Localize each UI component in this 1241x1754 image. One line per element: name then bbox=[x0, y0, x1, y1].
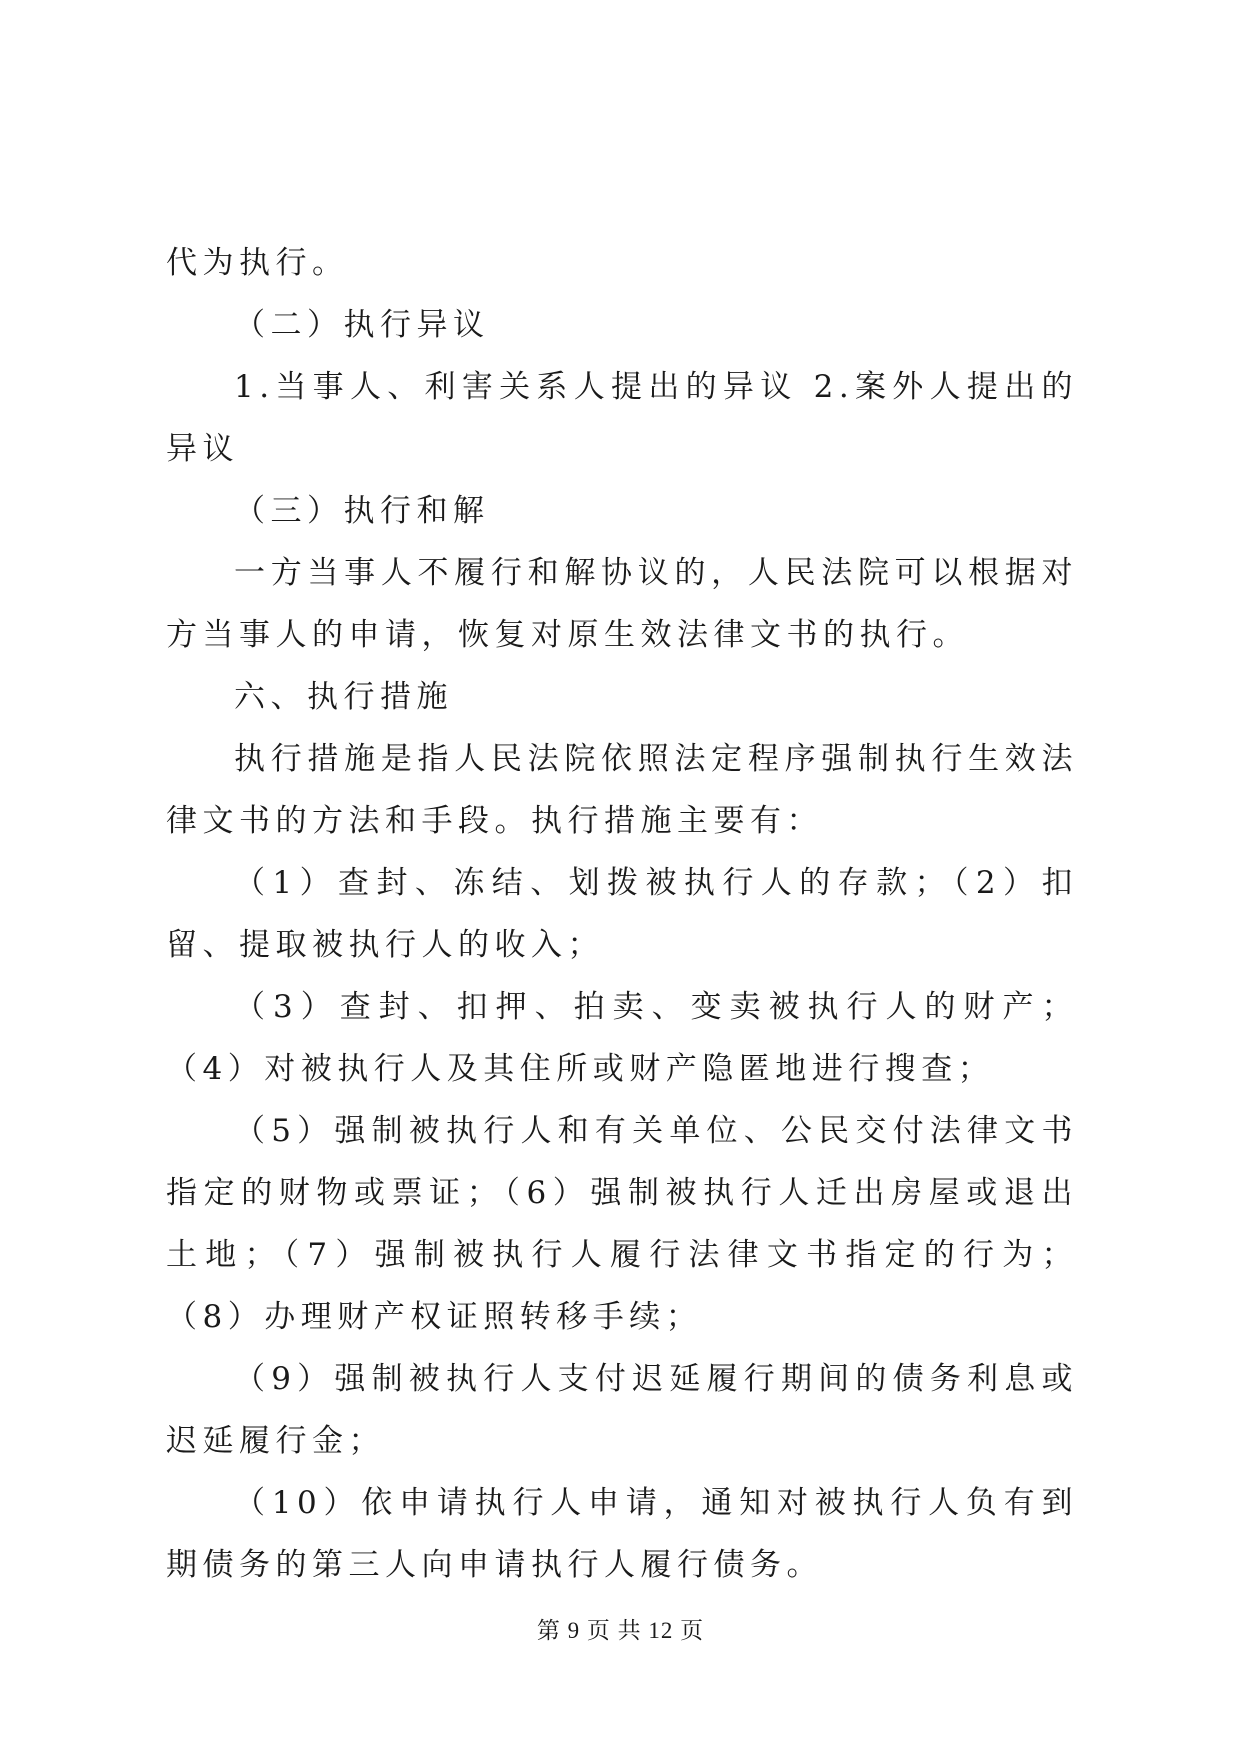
section-heading: （三）执行和解 bbox=[234, 493, 490, 529]
list-item: （5）强制被执行人和有关单位、公民交付法律文书指定的财物或票证；（6）强制被执行人迁出房屋或退出土地；（7）强制被执行人履行法律文书指定的行为；（8）办理财产权证照转移手续； bbox=[166, 1113, 1078, 1335]
list-item: （1）查封、冻结、划拨被执行人的存款；（2）扣留、提取被执行人的收入； bbox=[166, 865, 1078, 963]
list-item: （9）强制被执行人支付迟延履行期间的债务利息或迟延履行金； bbox=[166, 1361, 1078, 1459]
paragraph: 一方当事人不履行和解协议的，人民法院可以根据对方当事人的申请，恢复对原生效法律文书的执行。 bbox=[166, 555, 1078, 653]
section-heading: 六、执行措施 bbox=[234, 679, 453, 715]
paragraph: 执行措施是指人民法院依照法定程序强制执行生效法律文书的方法和手段。执行措施主要有： bbox=[166, 741, 1078, 839]
list-item: （10）依申请执行人申请，通知对被执行人负有到期债务的第三人向申请执行人履行债务。 bbox=[166, 1485, 1078, 1583]
paragraph: 代为执行。 bbox=[166, 245, 349, 281]
paragraph: 1.当事人、利害关系人提出的异议 2.案外人提出的异议 bbox=[166, 369, 1078, 467]
list-item: （3）查封、扣押、拍卖、变卖被执行人的财产；（4）对被执行人及其住所或财产隐匿地进行搜查； bbox=[166, 989, 1078, 1087]
document-body bbox=[166, 232, 1078, 1596]
section-heading: （二）执行异议 bbox=[234, 307, 490, 343]
page-footer: 第 9 页 共 12 页 bbox=[536, 1618, 705, 1643]
